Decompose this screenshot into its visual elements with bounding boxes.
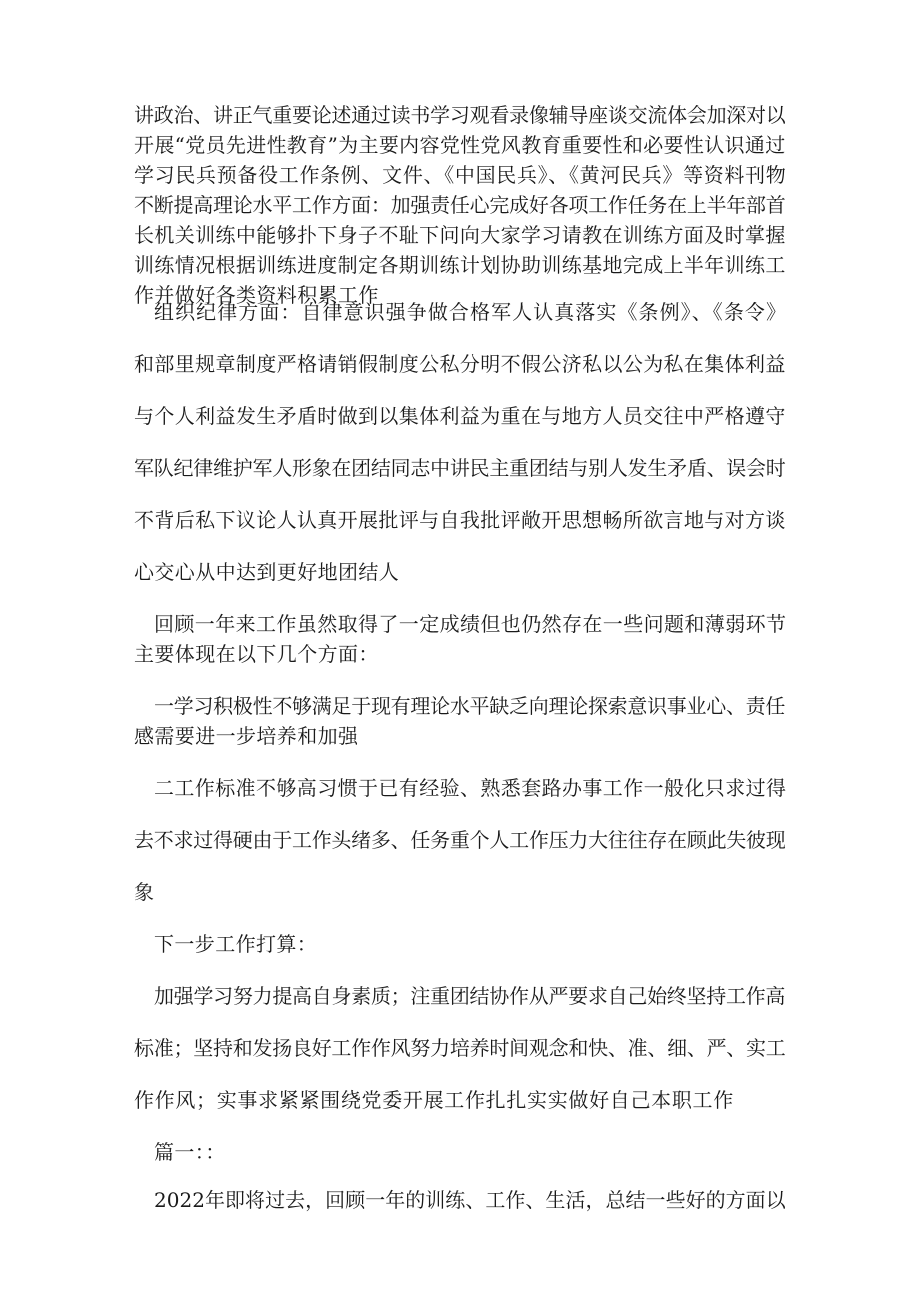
text-line: 作并做好各类资料积累工作 — [134, 283, 379, 307]
text-line: 军队纪律维护军人形象在团结同志中讲民主重团结与别人发生矛盾、误会时 — [134, 456, 786, 480]
text-line: 开展“党员先进性教育”为主要内容党性党风教育重要性和必要性认识通过 — [134, 133, 786, 157]
text-line: 作作风；实事求紧紧围绕党委开展工作扎扎实实做好自己本职工作 — [134, 1088, 734, 1112]
text-line: 去不求过得硬由于工作头绪多、任务重个人工作压力大往往存在顾此失彼现 — [134, 828, 786, 852]
text-line: 和部里规章制度严格请销假制度公私分明不假公济私以公为私在集体利益 — [134, 352, 786, 376]
text-line: 加强学习努力提高自身素质；注重团结协作从严要求自己始终坚持工作高 — [154, 984, 786, 1008]
text-line: 二工作标准不够高习惯于已有经验、熟悉套路办事工作一般化只求过得 — [154, 776, 787, 800]
text-line: 2022年即将过去，回顾一年的训练、工作、生活，总结一些好的方面以 — [154, 1188, 786, 1212]
text-line: 学习民兵预备役工作条例、文件、《中国民兵》、《黄河民兵》等资料刊物 — [134, 163, 787, 187]
text-line: 心交心从中达到更好地团结人 — [134, 560, 400, 584]
text-line: 长机关训练中能够扑下身子不耻下问向大家学习请教在训练方面及时掌握 — [134, 223, 786, 247]
text-line: 与个人利益发生矛盾时做到以集体利益为重在与地方人员交往中严格遵守 — [134, 404, 786, 428]
text-line: 不断提高理论水平工作方面：加强责任心完成好各项工作任务在上半年部首 — [134, 193, 786, 217]
text-line: 一学习积极性不够满足于现有理论水平缺乏向理论探索意识事业心、责任 — [154, 694, 786, 718]
text-line: 篇一：： — [154, 1140, 226, 1164]
text-line: 下一步工作打算： — [154, 932, 318, 956]
text-line: 不背后私下议论人认真开展批评与自我批评敞开思想畅所欲言地与对方谈 — [134, 508, 786, 532]
text-line: 回顾一年来工作虽然取得了一定成绩但也仍然存在一些问题和薄弱环节 — [154, 612, 787, 636]
text-line: 训练情况根据训练进度制定各期训练计划协助训练基地完成上半年训练工 — [134, 253, 786, 277]
text-line: 讲政治、讲正气重要论述通过读书学习观看录像辅导座谈交流体会加深对以 — [134, 103, 786, 127]
text-line: 感需要进一步培养和加强 — [134, 724, 359, 748]
text-line: 组织纪律方面：自律意识强争做合格军人认真落实《条例》、《条令》 — [154, 300, 788, 324]
text-line: 主要体现在以下几个方面： — [134, 642, 379, 666]
text-line: 象 — [134, 880, 155, 904]
text-line: 标准；坚持和发扬良好工作作风努力培养时间观念和快、准、细、严、实工 — [134, 1036, 786, 1060]
